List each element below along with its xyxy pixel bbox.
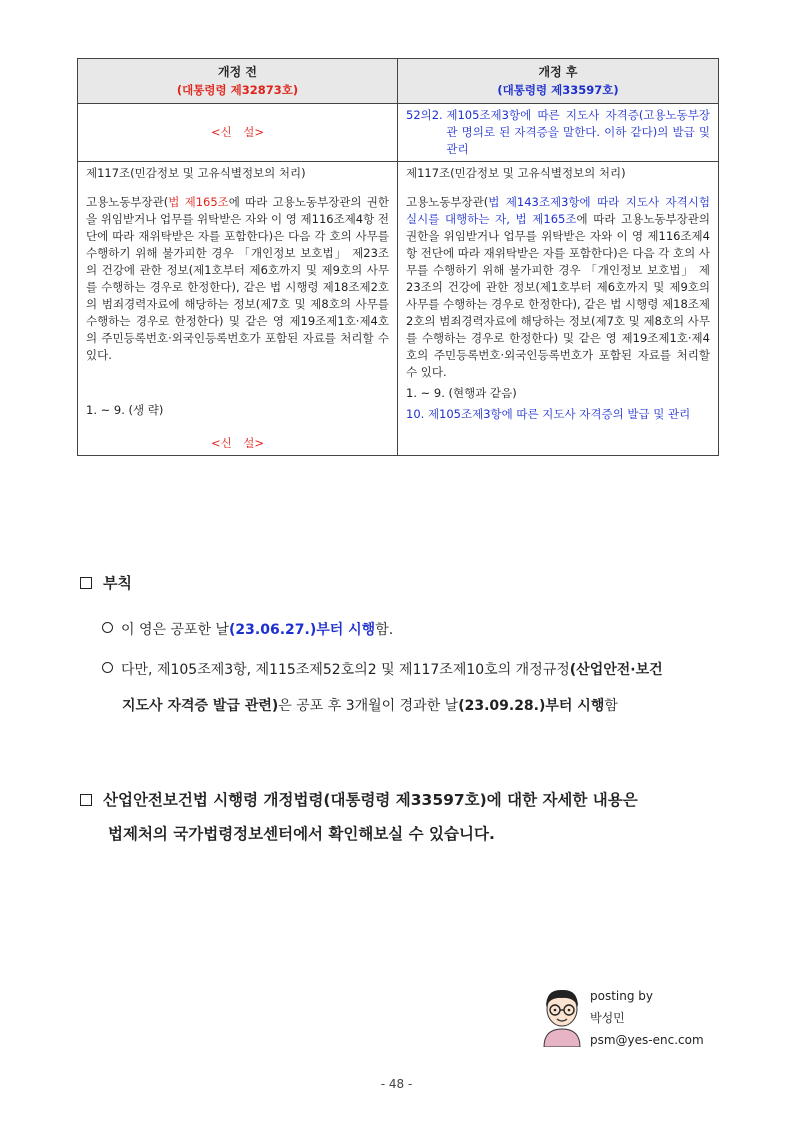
page-number: - 48 - (380, 1077, 413, 1091)
items-list: 1. ~ 9. (현행과 같음) (406, 386, 517, 400)
items-list: 1. ~ 9. (생 략) (86, 403, 164, 417)
supplementary-item-1: 이 영은 공포한 날(23.06.27.)부터 시행함. (102, 612, 722, 648)
table-header-row (78, 59, 719, 104)
after-header: 개정 후 (대통령령 제33597호) (398, 59, 719, 104)
table-row (78, 104, 719, 162)
before-decree-number: (대통령령 제32873호) (176, 83, 299, 97)
posting-label: posting by (590, 989, 654, 1003)
after-decree-number: (대통령령 제33597호) (497, 83, 619, 97)
circle-bullet-icon (102, 662, 113, 673)
before-header: 개정 전 (대통령령 제32873호) (78, 59, 398, 104)
posting-signature (540, 985, 740, 1055)
circle-bullet-icon (102, 622, 113, 633)
before-article-117 (78, 162, 398, 456)
article-title: 제117조(민감정보 및 고유식별정보의 처리) (406, 166, 626, 180)
article-body: 고용노동부장관(법 제165조에 따라 고용노동부장관의 권한을 위임받거나 업무를 위탁받은 자와 이 영 제116조제4항 전단에 따라 재위탁받은 자를 포함한다)은 다음 각 호의 사무를 수행하기 위해 불가피한 경우 「개인정보 보호법」 제23조의 건강에 관한 정보(제1호부터 제6호까지 및 제9호의 사무를 수행하는 경우로 한정한다), 같은 법 시행령 제18조제2호의 범죄경력자료에 해당하는 정보(제7호 및 제8호의 사무를 수행하는 경우로 한정한다) 및 같은 영 제19조제1호·제4호의 주민등록번호·외국인등록번호가 포함된 자료를 처리할 수 있다. (86, 195, 389, 362)
after-item-52-2: 52의2. 제105조제3항에 따른 지도사 자격증(고용노동부장관 명의로 된 자격증을 말한다. 이하 같다)의 발급 및 관리 (398, 104, 719, 162)
before-new-mark: <신 설> (78, 104, 398, 162)
checkbox-square-icon (80, 577, 92, 589)
author-email: psm@yes-enc.com (590, 1033, 704, 1047)
article-body: 고용노동부장관(법 제143조제3항에 따라 지도사 자격시험 실시를 대행하는 자, 법 제165조에 따라 고용노동부장관의 권한을 위임받거나 업무를 위탁받은 자와 이 영 제116조제4항 전단에 따라 재위탁받은 자를 포함한다)은 다음 각 호의 사무를 수행하기 위해 불가피한 경우 「개인정보 보호법」 제23조의 건강에 관한 정보(제1호부터 제6호까지 및 제9호의 사무를 수행하는 경우로 한정한다), 같은 법 시행령 제18조제2호의 범죄경력자료에 해당하는 정보(제7호 및 제8호의 사무를 수행하는 경우로 한정한다) 및 같은 영 제19조제1호·제4호의 주민등록번호·외국인등록번호가 포함된 자료를 처리할 수 있다. (406, 195, 710, 379)
before-new-mark: <신 설> (211, 436, 264, 450)
avatar-icon (540, 985, 584, 1047)
reference-note: 산업안전보건법 시행령 개정법령(대통령령 제33597호)에 대한 자세한 내용은 법제처의 국가법령정보센터에서 확인해보실 수 있습니다. (80, 783, 740, 851)
comparison-table (77, 58, 719, 456)
after-article-117 (398, 162, 719, 456)
checkbox-square-icon (80, 794, 92, 806)
after-item-10: 10. 제105조제3항에 따른 지도사 자격증의 발급 및 관리 (406, 407, 691, 421)
author-name: 박성민 (590, 1011, 625, 1025)
supplementary-item-2: 다만, 제105조제3항, 제115조제52호의2 및 제117조제10호의 개정규정(산업안전·보건 지도사 자격증 발급 관련)은 공포 후 3개월이 경과한 날(23.09.28.)부터 시행함 (102, 652, 722, 724)
article-title: 제117조(민감정보 및 고유식별정보의 처리) (86, 166, 306, 180)
table-row (78, 162, 719, 456)
supplementary-heading: 부칙 (80, 572, 132, 593)
